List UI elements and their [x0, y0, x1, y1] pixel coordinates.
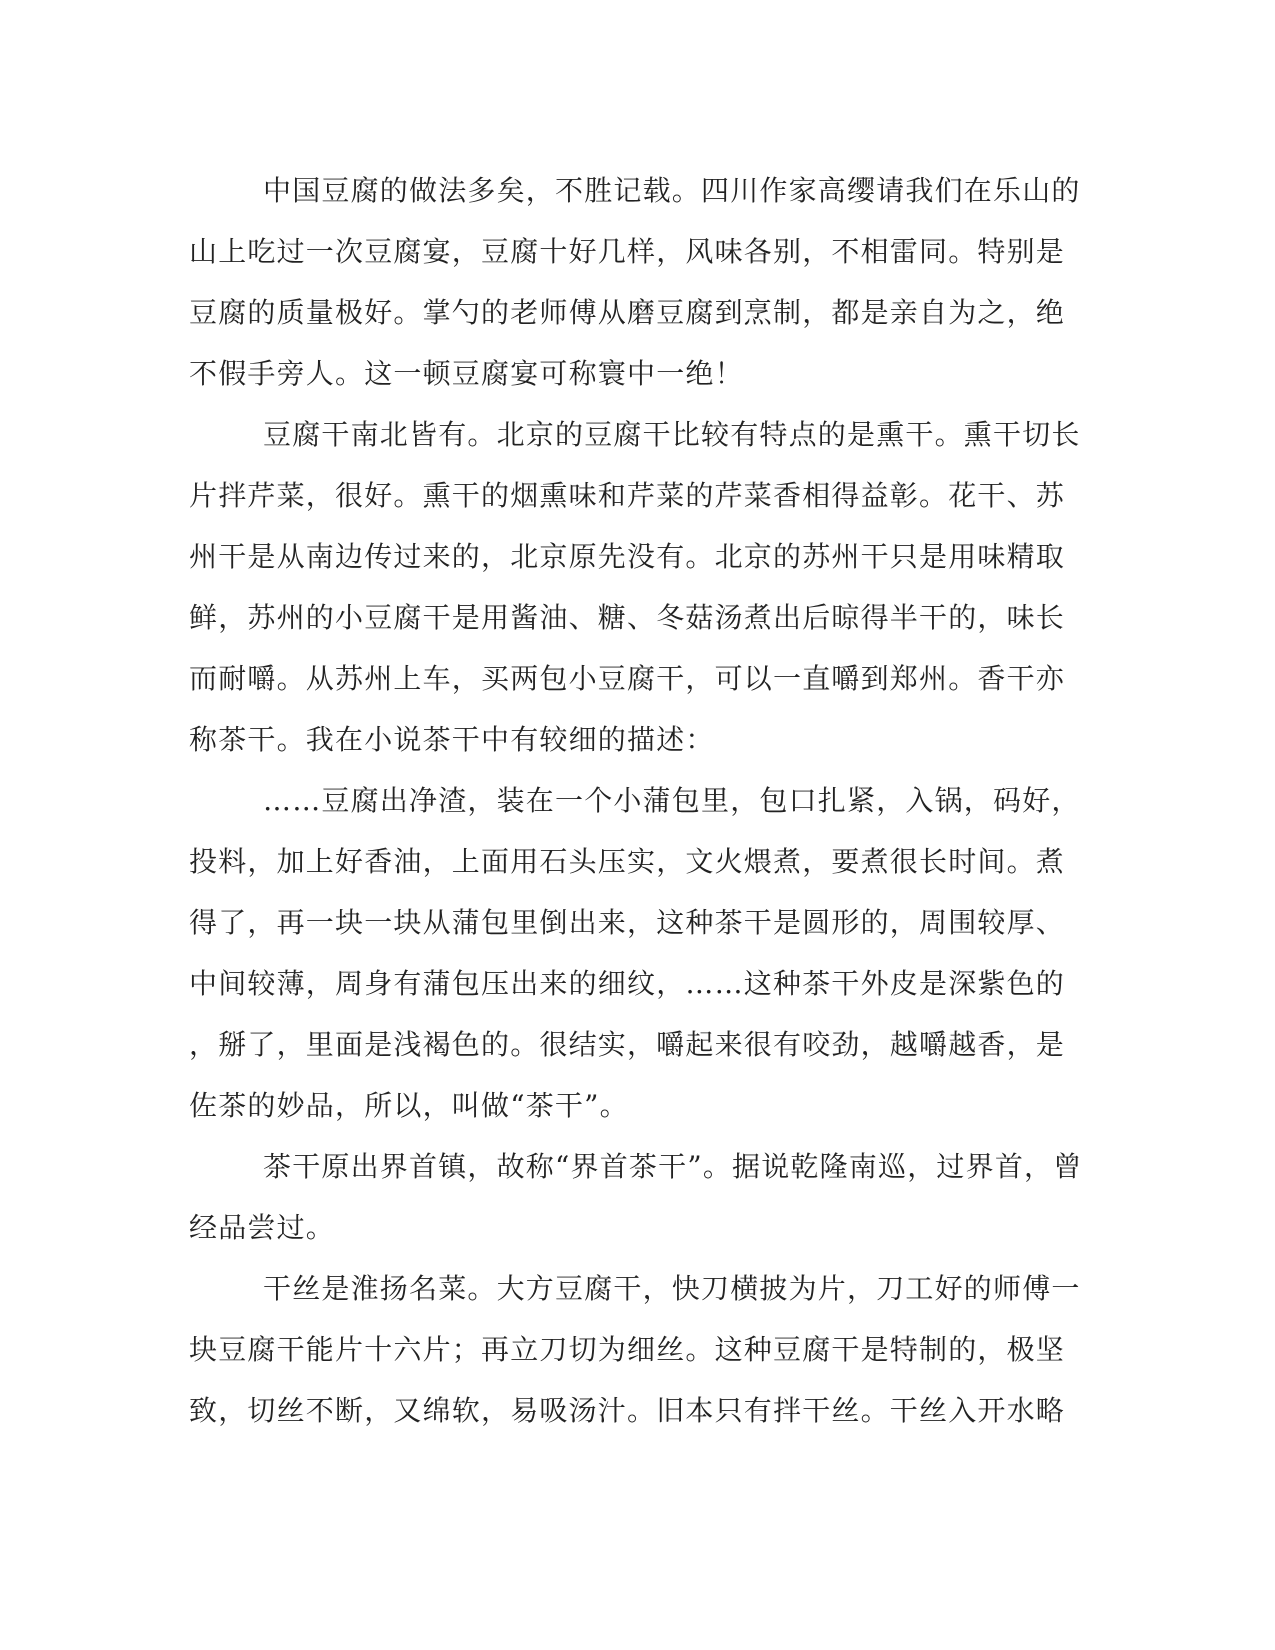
text-line: ……豆腐出净渣，装在一个小蒲包里，包口扎紧，入锅，码好， — [263, 784, 1081, 817]
paragraph — [189, 1136, 1089, 1258]
text-line: 豆腐的质量极好。掌勺的老师傅从磨豆腐到烹制，都是亲自为之，绝 — [189, 296, 1066, 329]
text-line: 投料，加上好香油，上面用石头压实，文火煨煮，要煮很长时间。煮 — [189, 845, 1066, 878]
text-line: 块豆腐干能片十六片；再立刀切为细丝。这种豆腐干是特制的，极坚 — [189, 1333, 1066, 1366]
paragraph — [189, 404, 1089, 770]
text-line: 山上吃过一次豆腐宴，豆腐十好几样，风味各别，不相雷同。特别是 — [189, 235, 1066, 268]
text-line: 州干是从南边传过来的，北京原先没有。北京的苏州干只是用味精取 — [189, 540, 1066, 573]
quoted-paragraph — [189, 770, 1089, 1136]
paragraph — [189, 160, 1089, 404]
text-line: 不假手旁人。这一顿豆腐宴可称寰中一绝！ — [189, 357, 744, 390]
body-text — [189, 160, 1089, 1441]
paragraph — [189, 1258, 1089, 1441]
text-line: 中国豆腐的做法多矣，不胜记载。四川作家高缨请我们在乐山的 — [263, 174, 1081, 207]
text-line: 佐茶的妙品，所以，叫做“茶干”。 — [189, 1089, 629, 1122]
text-line: 干丝是淮扬名菜。大方豆腐干，快刀横披为片，刀工好的师傅一 — [263, 1272, 1081, 1305]
text-line: 茶干原出界首镇，故称“界首茶干”。据说乾隆南巡，过界首，曾 — [263, 1150, 1083, 1183]
text-line: 中间较薄，周身有蒲包压出来的细纹，……这种茶干外皮是深紫色的 — [189, 967, 1066, 1000]
text-line: 豆腐干南北皆有。北京的豆腐干比较有特点的是熏干。熏干切长 — [263, 418, 1081, 451]
text-line: 鲜，苏州的小豆腐干是用酱油、糖、冬菇汤煮出后晾得半干的，味长 — [189, 601, 1066, 634]
text-line: 而耐嚼。从苏州上车，买两包小豆腐干，可以一直嚼到郑州。香干亦 — [189, 662, 1066, 695]
text-line: 得了，再一块一块从蒲包里倒出来，这种茶干是圆形的，周围较厚、 — [189, 906, 1066, 939]
text-line: 经品尝过。 — [189, 1211, 336, 1244]
text-line: ，掰了，里面是浅褐色的。很结实，嚼起来很有咬劲，越嚼越香，是 — [189, 1028, 1066, 1061]
text-line: 片拌芹菜，很好。熏干的烟熏味和芹菜的芹菜香相得益彰。花干、苏 — [189, 479, 1066, 512]
text-line: 致，切丝不断，又绵软，易吸汤汁。旧本只有拌干丝。干丝入开水略 — [189, 1394, 1066, 1427]
text-line: 称茶干。我在小说茶干中有较细的描述： — [189, 723, 715, 756]
